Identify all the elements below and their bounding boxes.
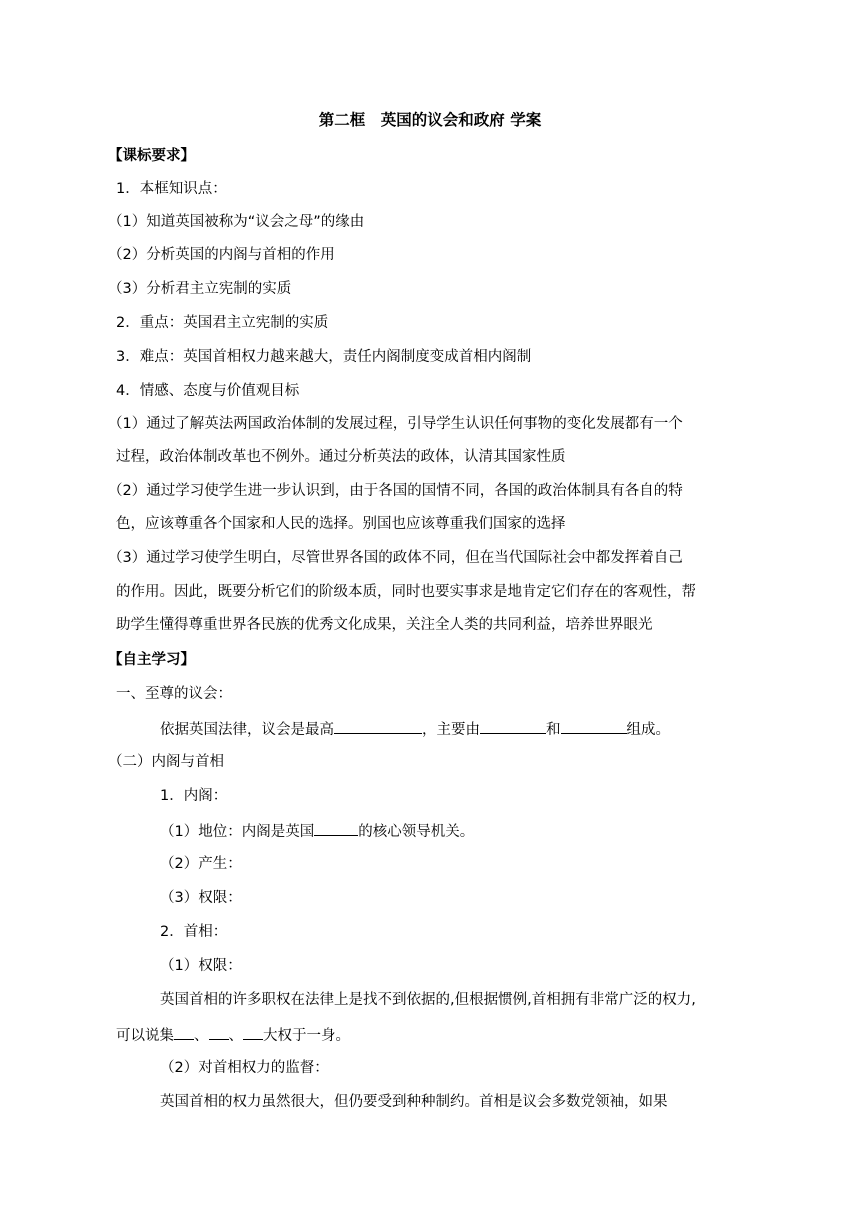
self-study-heading: 【自主学习】: [108, 652, 195, 668]
section-parliament: 一、至尊的议会：: [116, 686, 232, 702]
fill-blank[interactable]: [209, 1024, 229, 1040]
pm-powers-text-line1: 英国首相的许多职权在法律上是找不到依据的,但根据惯例,首相拥有非常广泛的权力,: [160, 992, 696, 1008]
standards-item-4a-line2: 过程，政治体制改革也不例外。通过分析英法的政体，认清其国家性质: [116, 449, 566, 465]
cabinet-formation: （2）产生：: [160, 856, 242, 872]
pm-powers-text-d: 大权于一身。: [263, 1028, 350, 1044]
cabinet-status: [160, 820, 474, 842]
pm-powers: （1）权限：: [160, 958, 242, 974]
parliament-sentence: [160, 718, 670, 740]
fill-blank[interactable]: [480, 718, 546, 734]
pm-powers-text-a: 可以说集: [116, 1028, 174, 1044]
pm-heading: 2．首相：: [160, 924, 228, 940]
pm-oversight: （2）对首相权力的监督：: [160, 1060, 329, 1076]
standards-item-4c-line3: 助学生懂得尊重世界各民族的优秀文化成果，关注全人类的共同利益，培养世界眼光: [116, 617, 653, 633]
fill-blank[interactable]: [243, 1024, 263, 1040]
section-cabinet-pm: （二）内阁与首相: [108, 754, 224, 770]
pm-powers-text-line2: [116, 1024, 350, 1046]
cabinet-powers: （3）权限：: [160, 890, 242, 906]
standards-heading: 【课标要求】: [108, 148, 195, 164]
parliament-text-3: 和: [546, 722, 561, 738]
fill-blank[interactable]: [174, 1024, 194, 1040]
standards-item-1b: （2）分析英国的内阁与首相的作用: [108, 247, 335, 263]
standards-item-4c-line1: （3）通过学习使学生明白，尽管世界各国的政体不同，但在当代国际社会中都发挥着自己: [108, 550, 683, 566]
fill-blank[interactable]: [314, 820, 358, 836]
standards-item-3: 3．难点：英国首相权力越来越大，责任内阁制度变成首相内阁制: [116, 349, 532, 365]
standards-item-2: 2．重点：英国君主立宪制的实质: [116, 315, 329, 331]
parliament-text-2: ，主要由: [422, 722, 480, 738]
standards-item-4a-line1: （1）通过了解英法两国政治体制的发展过程，引导学生认识任何事物的变化发展都有一个: [108, 416, 683, 432]
standards-item-4: 4．情感、态度与价值观目标: [116, 383, 300, 399]
document-title: 第二框 英国的议会和政府 学案: [318, 111, 542, 129]
fill-blank[interactable]: [561, 718, 627, 734]
standards-item-1: 1．本框知识点：: [116, 181, 227, 197]
fill-blank[interactable]: [334, 718, 422, 734]
pm-powers-text-c: 、: [228, 1028, 243, 1044]
standards-item-4b-line2: 色，应该尊重各个国家和人民的选择。别国也应该尊重我们国家的选择: [116, 516, 566, 532]
standards-item-1c: （3）分析君主立宪制的实质: [108, 281, 292, 297]
parliament-text-1: 依据英国法律，议会是最高: [160, 722, 334, 738]
standards-item-1a: （1）知道英国被称为“议会之母”的缘由: [108, 214, 365, 230]
standards-item-4c-line2: 的作用。因此，既要分析它们的阶级本质，同时也要实事求是地肯定它们存在的客观性，帮: [116, 584, 696, 600]
pm-oversight-text-line1: 英国首相的权力虽然很大，但仍要受到种种制约。首相是议会多数党领袖，如果: [160, 1094, 668, 1110]
cabinet-heading: 1．内阁：: [160, 788, 228, 804]
pm-powers-text-b: 、: [194, 1028, 209, 1044]
parliament-text-4: 组成。: [626, 722, 670, 738]
cabinet-status-text-1: （1）地位：内阁是英国: [160, 824, 315, 840]
standards-item-4b-line1: （2）通过学习使学生进一步认识到，由于各国的国情不同，各国的政治体制具有各自的特: [108, 483, 683, 499]
cabinet-status-text-2: 的核心领导机关。: [358, 824, 475, 840]
